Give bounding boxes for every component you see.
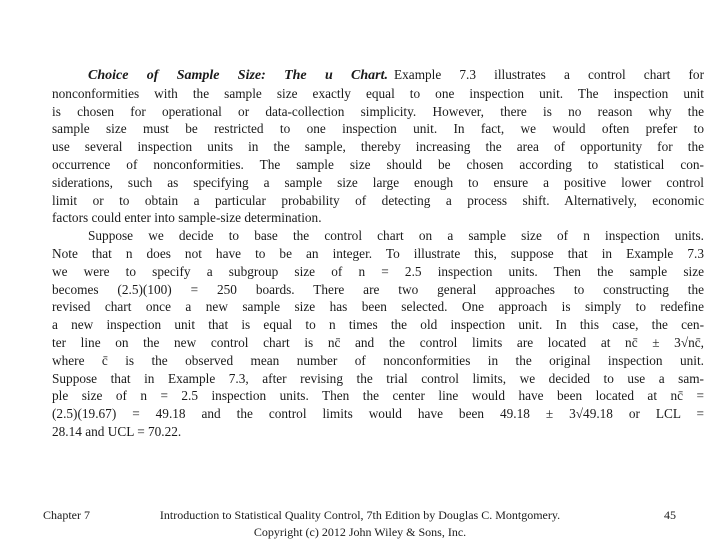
text-line-14: revised chart once a new sample size has been selected. One approach is simply to redefine: [52, 299, 704, 315]
text-line-11: Note that n does not have to be an integer. To illustrate this, suppose that in Example 7.3: [52, 245, 704, 261]
text-line-17: where c̄ is the observed mean number of nonconformities in the original inspection unit.: [52, 352, 704, 368]
text-line-7: siderations, such as specifying a sample size large enough to ensure a positive lower control: [52, 174, 704, 190]
text-line-15: a new inspection unit that is equal to n times the old inspection unit. In this case, the cen-: [52, 317, 704, 333]
text-line-5: use several inspection units in the sample, thereby increasing the area of opportunity for the: [52, 139, 704, 155]
text-line-6: occurrence of nonconformities. The sample size should be chosen according to statistical con-: [52, 156, 704, 172]
text-line-9: factors could enter into sample-size determination.: [52, 210, 322, 226]
text-line-1: [52, 66, 704, 85]
text-line-13: becomes (2.5)(100) = 250 boards. There are two general approaches to constructing the: [52, 281, 704, 297]
text-line-2: nonconformities with the sample size exactly equal to one inspection unit. The inspection unit: [52, 85, 704, 101]
text-line-8: limit or to obtain a particular probability of detecting a process shift. Alternatively, economic: [52, 192, 704, 208]
section-heading: Choice of Sample Size: The u Chart.: [88, 68, 389, 83]
text-line-18: Suppose that in Example 7.3, after revising the trial control limits, we decided to use a sam-: [52, 370, 704, 386]
footer-citation: [150, 507, 570, 541]
text-line-12: we were to specify a subgroup size of n = 2.5 inspection units. Then the sample size: [52, 263, 704, 279]
footer-citation-line-1: Introduction to Statistical Quality Control, 7th Edition by Douglas C. Montgomery.: [159, 508, 561, 522]
text-line-19: ple size of n = 2.5 inspection units. Then the center line would have been located at nc̄ =: [52, 388, 704, 404]
line-text: Example 7.3 illustrates a control chart for: [394, 67, 705, 82]
text-line-10: Suppose we decide to base the control chart on a sample size of n inspection units.: [88, 228, 704, 244]
footer-page-number: 45: [664, 508, 676, 522]
body-text: [52, 66, 704, 441]
footer-chapter: Chapter 7: [43, 508, 90, 522]
text-line-3: is chosen for operational or data-collection simplicity. However, there is no reason why the: [52, 103, 704, 119]
text-line-16: ter line on the new control chart is nc̄ and the control limits are located at nc̄ ± 3√nc̄,: [52, 334, 704, 350]
text-line-4: sample size must be restricted to one inspection unit. In fact, we would often prefer to: [52, 121, 704, 137]
text-line-21: 28.14 and UCL = 70.22.: [52, 423, 182, 439]
text-line-20: (2.5)(19.67) = 49.18 and the control limits would have been 49.18 ± 3√49.18 or LCL =: [52, 406, 704, 422]
footer-citation-line-2: Copyright (c) 2012 John Wiley & Sons, Inc.: [253, 525, 467, 539]
